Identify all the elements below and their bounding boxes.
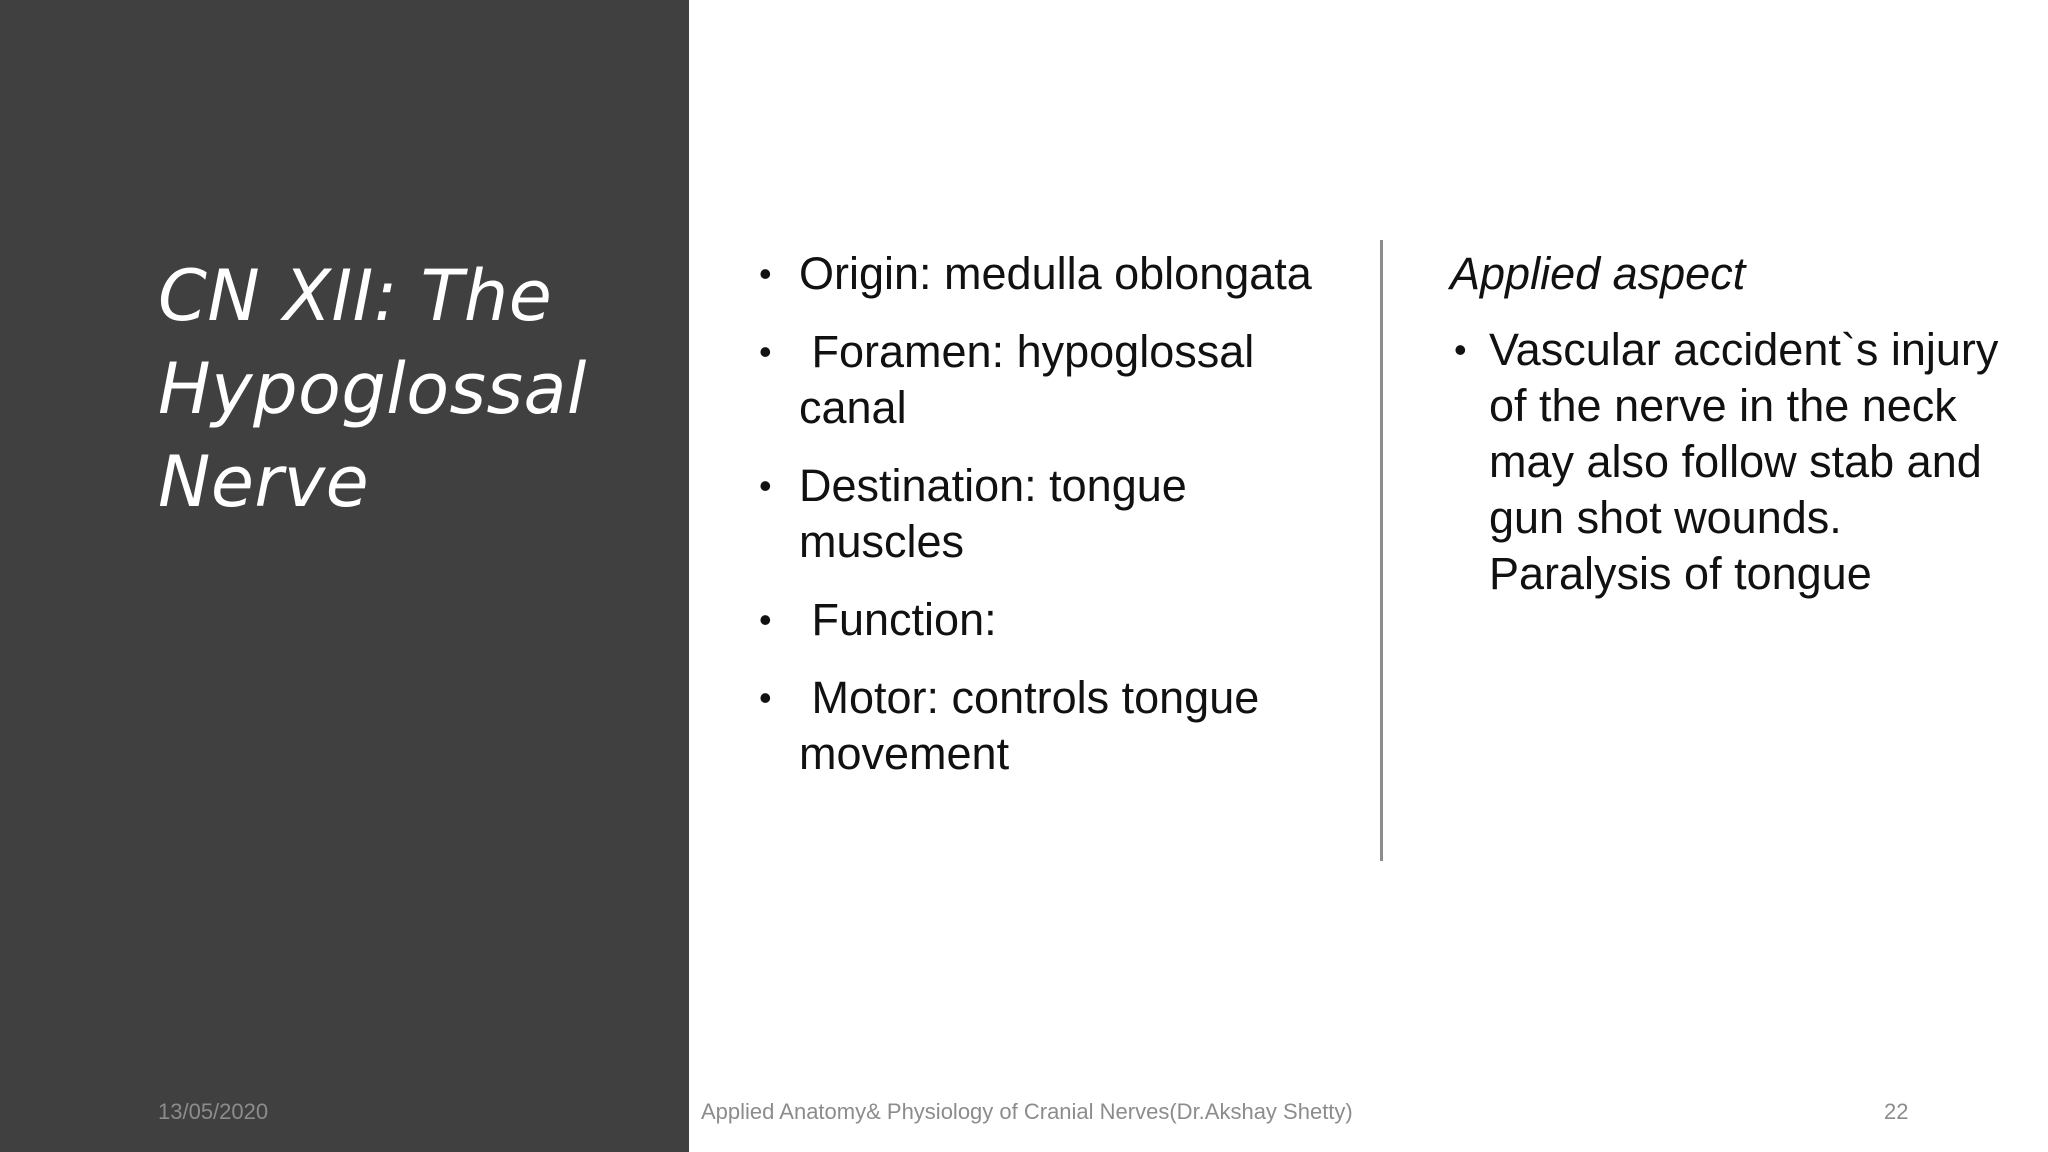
bullet-icon: • xyxy=(1454,329,1467,370)
bullet-icon: • xyxy=(759,599,772,640)
bullet-icon: • xyxy=(759,677,772,718)
list-item-text: Function: xyxy=(799,594,997,645)
list-item xyxy=(755,670,1345,782)
list-item xyxy=(755,246,1345,302)
list-item-text: Origin: medulla oblongata xyxy=(799,248,1312,299)
slide-title: CN XII: The Hypoglossal Nerve xyxy=(158,255,587,523)
footer-text: Applied Anatomy& Physiology of Cranial Nerves(Dr.Akshay Shetty) xyxy=(701,1099,1353,1124)
bullet-list-left xyxy=(755,246,1345,782)
list-item-text: Foramen: hypoglossal canal xyxy=(799,326,1267,433)
list-item-text: Motor: controls tongue movement xyxy=(799,672,1272,779)
list-item-text: Vascular accident`s injury of the nerve in the neck may also follow stab and gun shot wounds. Paralysis of tongue xyxy=(1489,324,1999,599)
list-item xyxy=(755,458,1345,570)
right-content-column xyxy=(1450,246,2010,624)
bullet-icon: • xyxy=(759,331,772,372)
list-item xyxy=(1450,322,2010,602)
left-content-column xyxy=(755,246,1345,804)
bullet-icon: • xyxy=(759,465,772,506)
list-item-text: Destination: tongue muscles xyxy=(799,460,1187,567)
list-item xyxy=(755,592,1345,648)
footer-date: 13/05/2020 xyxy=(158,1099,269,1124)
applied-aspect-heading: Applied aspect xyxy=(1450,248,1746,299)
bullet-list-right xyxy=(1450,322,2010,602)
slide-number: 22 xyxy=(1884,1099,1909,1124)
title-panel xyxy=(0,0,689,1152)
bullet-icon: • xyxy=(759,253,772,294)
list-item xyxy=(755,324,1345,436)
column-divider xyxy=(1380,240,1383,861)
